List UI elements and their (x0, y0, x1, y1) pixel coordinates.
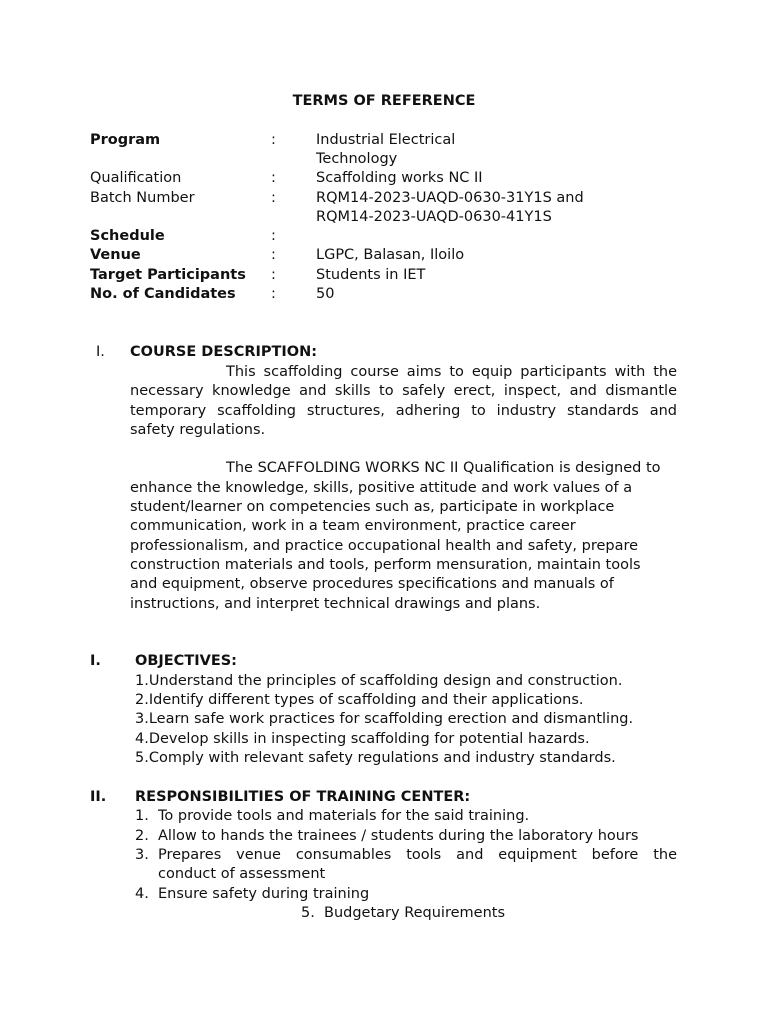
paragraph-line: communication, work in a team environment, practice career (130, 518, 576, 534)
section-numeral: II. (90, 789, 107, 805)
course-paragraph: This scaffolding course aims to equip participants with the necessary knowledge and skills to safely erect, inspect, and dismantle temporary scaffolding structures, adhering to industry standards and safety regulations. (130, 364, 677, 439)
colon: : (271, 267, 276, 283)
colon: : (271, 132, 276, 148)
paragraph-line: enhance the knowledge, skills, positive attitude and work values of a (130, 480, 633, 496)
colon: : (271, 228, 276, 244)
colon: : (271, 190, 276, 206)
colon: : (271, 170, 276, 186)
batch-value: RQM14-2023-UAQD-0630-31Y1S and (316, 190, 584, 206)
paragraph-line: construction materials and tools, perform mensuration, maintain tools (130, 557, 641, 573)
batch-value-cont: RQM14-2023-UAQD-0630-41Y1S (316, 209, 552, 225)
candidates-label: No. of Candidates (90, 286, 236, 302)
batch-label: Batch Number (90, 190, 195, 206)
paragraph-line: student/learner on competencies such as, participate in workplace (130, 499, 615, 515)
section-numeral: I. (90, 653, 101, 669)
list-item: 3.Learn safe work practices for scaffolding erection and dismantling. (135, 711, 634, 727)
schedule-label: Schedule (90, 228, 165, 244)
venue-value: LGPC, Balasan, Iloilo (316, 247, 465, 263)
paragraph-line: and equipment, observe procedures specifications and manuals of (130, 576, 614, 592)
list-item-number: 1. (135, 808, 149, 824)
list-item: Budgetary Requirements (324, 905, 505, 921)
colon: : (271, 286, 276, 302)
list-item: 5.Comply with relevant safety regulations and industry standards. (135, 750, 616, 766)
qualification-value: Scaffolding works NC II (316, 170, 483, 186)
list-item: 4.Develop skills in inspecting scaffolding for potential hazards. (135, 731, 590, 747)
section-heading: COURSE DESCRIPTION: (130, 344, 318, 360)
target-label: Target Participants (90, 267, 246, 283)
document-title: TERMS OF REFERENCE (292, 93, 476, 109)
list-item: 1.Understand the principles of scaffolding design and construction. (135, 673, 623, 689)
list-item-number: 2. (135, 828, 149, 844)
qualification-label: Qualification (90, 170, 182, 186)
venue-label: Venue (90, 247, 141, 263)
program-value-cont: Technology (316, 151, 398, 167)
paragraph-line: instructions, and interpret technical drawings and plans. (130, 596, 541, 612)
section-heading: OBJECTIVES: (135, 653, 237, 669)
list-item: Prepares venue consumables tools and equipment before the (158, 847, 677, 863)
section-numeral: I. (96, 344, 105, 360)
paragraph-line: professionalism, and practice occupational health and safety, prepare (130, 538, 639, 554)
list-item: Allow to hands the trainees / students during the laboratory hours (158, 828, 639, 844)
program-label: Program (90, 132, 161, 148)
candidates-value: 50 (316, 286, 335, 302)
paragraph-line: The SCAFFOLDING WORKS NC II Qualification is designed to (226, 460, 661, 476)
target-value: Students in IET (316, 267, 426, 283)
list-item-number: 5. (301, 905, 315, 921)
list-item: 2.Identify different types of scaffolding and their applications. (135, 692, 584, 708)
list-item-number: 3. (135, 847, 149, 863)
program-value: Industrial Electrical (316, 132, 456, 148)
list-item: To provide tools and materials for the said training. (158, 808, 530, 824)
list-item-number: 4. (135, 886, 149, 902)
list-item-cont: conduct of assessment (158, 866, 326, 882)
list-item: Ensure safety during training (158, 886, 370, 902)
colon: : (271, 247, 276, 263)
section-heading: RESPONSIBILITIES OF TRAINING CENTER: (135, 789, 471, 805)
